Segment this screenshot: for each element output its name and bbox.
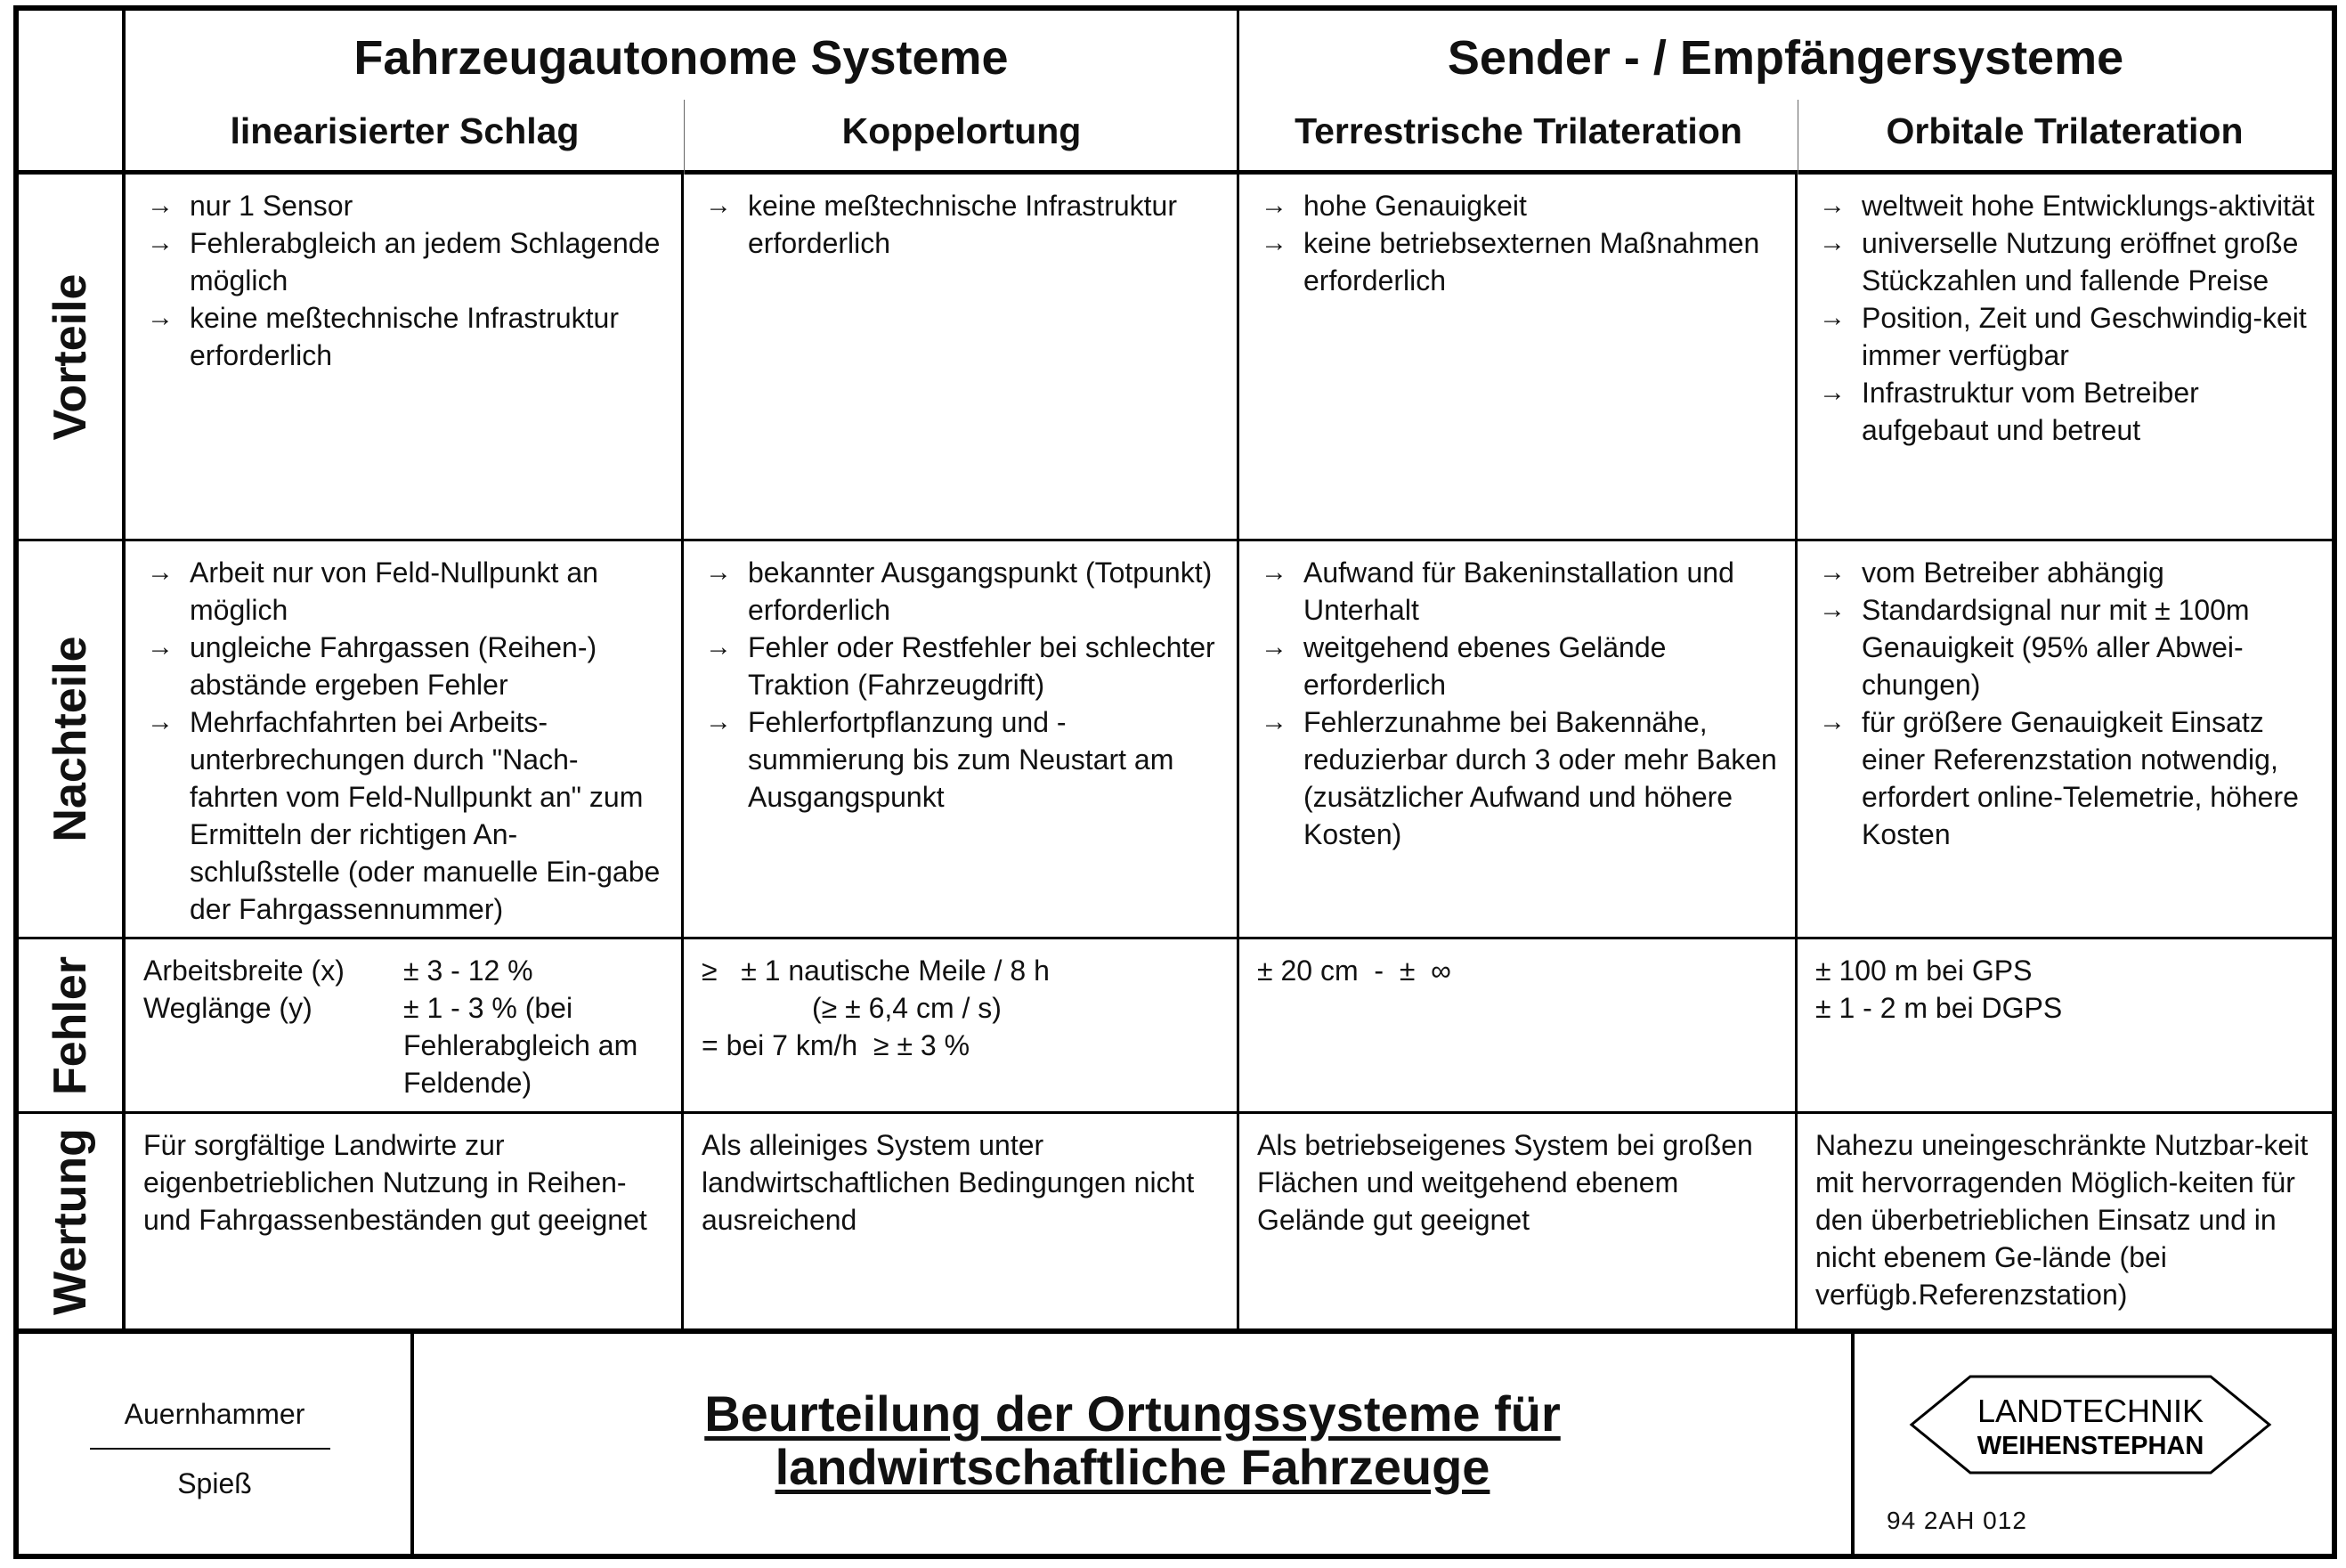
column-header-linearisierter-schlag: linearisierter Schlag bbox=[230, 110, 580, 151]
table-corner bbox=[19, 11, 126, 175]
comparison-table bbox=[19, 11, 2332, 1328]
error-value: ± 3 - 12 % bbox=[403, 955, 533, 987]
list-item: → keine betriebsexternen Maßnahmen erforderlich bbox=[1257, 224, 1781, 299]
nachteile-cell-2 bbox=[684, 541, 1239, 939]
nachteile-cell-4 bbox=[1798, 541, 2332, 939]
title-line: Beurteilung der Ortungssysteme für bbox=[704, 1385, 1561, 1442]
list-item: → universelle Nutzung eröffnet große Stückzahlen und fallende Preise bbox=[1815, 224, 2318, 299]
vorteile-cell-3 bbox=[1239, 175, 1798, 541]
list-item: → Arbeit nur von Feld-Nullpunkt an möglich bbox=[143, 554, 667, 629]
logo-text: WEIHENSTEPHAN bbox=[1977, 1432, 2204, 1460]
authors-box bbox=[19, 1334, 414, 1559]
list-item: → Fehlerfortpflanzung und -summierung bis zum Neustart am Ausgangspunkt bbox=[702, 703, 1222, 816]
row-label-wertung: Wertung bbox=[19, 1114, 126, 1328]
document-code: 94 2AH 012 bbox=[1887, 1507, 2027, 1534]
list-item: → hohe Genauigkeit bbox=[1257, 187, 1781, 224]
fehler-cell-1 bbox=[126, 939, 684, 1114]
list-item: → weitgehend ebenes Gelände erforderlich bbox=[1257, 629, 1781, 703]
column-header-koppelortung: Koppelortung bbox=[841, 110, 1082, 151]
fehler-cell-2 bbox=[684, 939, 1239, 1114]
header-group-sender-receiver bbox=[1239, 11, 2332, 175]
wertung-cell-1: Für sorgfältige Landwirte zur eigenbetrieblichen Nutzung in Reihen- und Fahrgassenbeständen gut geeignet bbox=[126, 1114, 684, 1328]
group-title-sender-receiver: Sender - / Empfängersysteme bbox=[1447, 31, 2124, 85]
nachteile-cell-1 bbox=[126, 541, 684, 939]
list-item: → weltweit hohe Entwicklungs-aktivität bbox=[1815, 187, 2318, 224]
footer bbox=[19, 1328, 2332, 1559]
column-header-orbitale-trilateration: Orbitale Trilateration bbox=[1886, 110, 2244, 151]
list-item: → keine meßtechnische Infrastruktur erforderlich bbox=[702, 187, 1222, 262]
vorteile-cell-4 bbox=[1798, 175, 2332, 541]
logo-box bbox=[1855, 1334, 2332, 1559]
error-label: Weglänge (y) bbox=[143, 992, 313, 1024]
row-label-vorteile: Vorteile bbox=[19, 175, 126, 541]
fehler-cell-3 bbox=[1239, 939, 1798, 1114]
list-item: → keine meßtechnische Infrastruktur erforderlich bbox=[143, 299, 667, 374]
list-item: → vom Betreiber abhängig bbox=[1815, 554, 2318, 591]
error-line: ± 1 - 2 m bei DGPS bbox=[1815, 992, 2063, 1024]
list-item: → Fehlerabgleich an jedem Schlagende möglich bbox=[143, 224, 667, 299]
row-label-fehler: Fehler bbox=[19, 939, 126, 1114]
list-item: → Infrastruktur vom Betreiber aufgebaut und betreut bbox=[1815, 374, 2318, 449]
wertung-cell-3: Als betriebseigenes System bei großen Flächen und weitgehend ebenem Gelände gut geeignet bbox=[1239, 1114, 1798, 1328]
wertung-cell-4: Nahezu uneingeschränkte Nutzbar-keit mit hervorragenden Möglich-keiten für den überbetrieblichen Einsatz und in nicht ebenem Ge-lände (bei verfügb.Referenzstation) bbox=[1815, 1129, 2309, 1311]
nachteile-cell-3 bbox=[1239, 541, 1798, 939]
title-line: landwirtschaftliche Fahrzeuge bbox=[775, 1439, 1490, 1495]
title-box bbox=[414, 1334, 1855, 1559]
group-title-autonomous: Fahrzeugautonome Systeme bbox=[353, 31, 1009, 85]
document-title bbox=[414, 1387, 1851, 1494]
column-header-terrestrische-trilateration: Terrestrische Trilateration bbox=[1295, 110, 1742, 151]
list-item: → für größere Genauigkeit Einsatz einer Referenzstation notwendig, erfordert online-Telemetrie, höhere Kosten bbox=[1815, 703, 2318, 853]
list-item: → Mehrfachfahrten bei Arbeits-unterbrechungen durch "Nach-fahrten vom Feld-Nullpunkt an" zum Ermitteln der richtigen An-schlußstelle (oder manuelle Ein-gabe der Fahrgassennummer) bbox=[143, 703, 667, 928]
wertung-cell-2: Als alleiniges System unter landwirtschaftlichen Bedingungen nicht ausreichend bbox=[684, 1114, 1239, 1328]
error-line: = bei 7 km/h ≥ ± 3 % bbox=[702, 1029, 970, 1061]
list-item: → bekannter Ausgangspunkt (Totpunkt) erforderlich bbox=[702, 554, 1222, 629]
vorteile-cell-2 bbox=[684, 175, 1239, 541]
list-item: → Position, Zeit und Geschwindig-keit immer verfügbar bbox=[1815, 299, 2318, 374]
error-label: Arbeitsbreite (x) bbox=[143, 955, 345, 987]
list-item: → ungleiche Fahrgassen (Reihen-) abstände ergeben Fehler bbox=[143, 629, 667, 703]
header-group-autonomous bbox=[126, 11, 1239, 175]
list-item: → Aufwand für Bakeninstallation und Unterhalt bbox=[1257, 554, 1781, 629]
list-item: → Fehler oder Restfehler bei schlechter Traktion (Fahrzeugdrift) bbox=[702, 629, 1222, 703]
list-item: → Standardsignal nur mit ± 100m Genauigkeit (95% aller Abwei-chungen) bbox=[1815, 591, 2318, 703]
author-divider bbox=[90, 1448, 330, 1450]
error-line: ± 100 m bei GPS bbox=[1815, 955, 2033, 987]
logo-text: LANDTECHNIK bbox=[1977, 1393, 2204, 1429]
row-label-nachteile: Nachteile bbox=[19, 541, 126, 939]
list-item: → Fehlerzunahme bei Bakennähe, reduzierbar durch 3 oder mehr Baken (zusätzlicher Aufwand und höhere Kosten) bbox=[1257, 703, 1781, 853]
error-line: (≥ ± 6,4 cm / s) bbox=[812, 992, 1002, 1024]
error-line: ≥ ± 1 nautische Meile / 8 h bbox=[702, 955, 1050, 987]
author-name: Spieß bbox=[177, 1467, 252, 1499]
fehler-cell-4 bbox=[1798, 939, 2332, 1114]
landtechnik-logo-icon bbox=[1908, 1371, 2273, 1487]
vorteile-cell-1 bbox=[126, 175, 684, 541]
error-line: ± 20 cm - ± ∞ bbox=[1257, 955, 1451, 987]
list-item: → nur 1 Sensor bbox=[143, 187, 667, 224]
document-sheet bbox=[13, 5, 2337, 1559]
author-name: Auernhammer bbox=[124, 1398, 305, 1430]
error-value: ± 1 - 3 % (bei Fehlerabgleich am Feldende) bbox=[403, 992, 638, 1099]
